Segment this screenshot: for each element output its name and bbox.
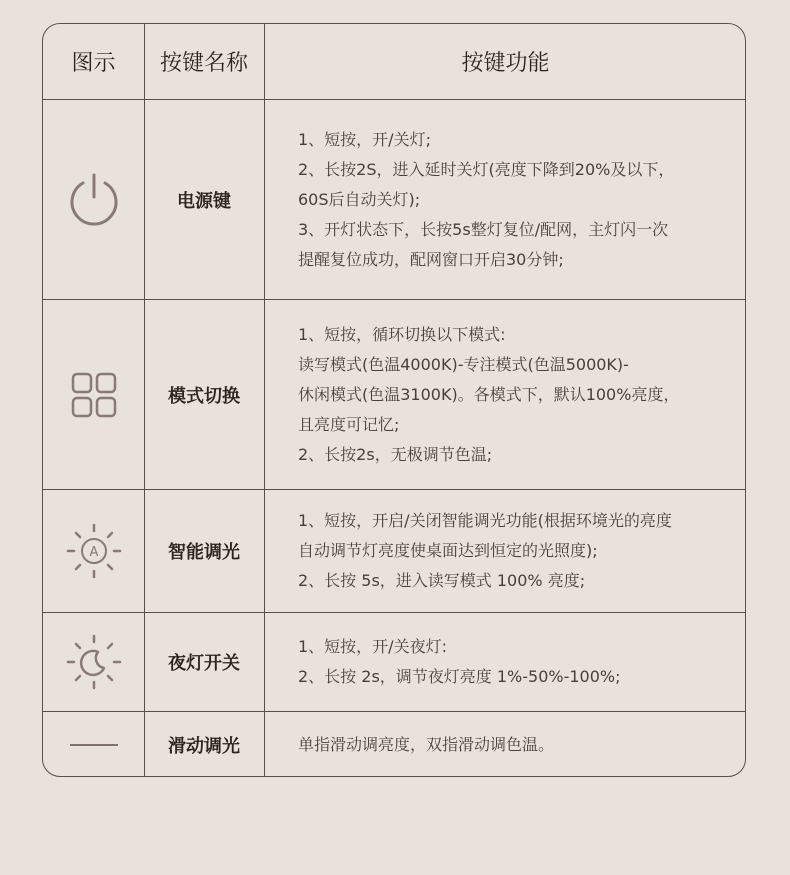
function-line: 单指滑动调亮度，双指滑动调色温。 [298,735,555,754]
key-name-slide-dimming: 滑动调光 [168,736,240,757]
key-name-smart-dimming: 智能调光 [168,542,240,563]
key-name-mode-switch: 模式切换 [168,385,240,407]
function-line: 且亮度可记忆; [298,414,400,434]
function-line: 1、短按，开/关灯; [298,129,431,149]
header-function-column: 按键功能 [461,51,550,76]
table-row-icon-cell [43,100,144,299]
key-function-slide-dimming [264,712,746,777]
grid-icon [71,372,117,418]
key-function-night-light [264,613,746,711]
moon-sun-icon [64,632,124,692]
table-row-icon-cell [43,490,144,612]
function-line: 1、短按，开/关夜灯: [298,637,447,656]
table-row-icon-cell [43,613,144,711]
function-line: 2、长按 2s，调节夜灯亮度 1%-50%-100%; [298,667,621,686]
function-line: 60S后自动关灯); [298,189,421,209]
key-name-night-light: 夜灯开关 [168,653,240,674]
function-line: 1、短按，开启/关闭智能调光功能(根据环境光的亮度 [298,511,672,530]
header-name-column: 按键名称 [159,51,248,76]
function-line: 2、长按2S，进入延时关灯(亮度下降到20%及以下， [298,159,675,179]
header-icon-column: 图示 [71,51,116,76]
key-function-smart-dimming [264,490,746,612]
key-function-mode-switch [264,300,746,489]
table-row-icon-cell [43,300,144,489]
function-line: 提醒复位成功，配网窗口开启30分钟; [298,249,564,269]
function-line: 3、开灯状态下，长按5s整灯复位/配网，主灯闪一次 [298,219,669,239]
auto-sun-letter: A [89,545,98,560]
function-line: 休闲模式(色温3100K)。各模式下，默认100%亮度， [298,384,680,404]
function-line: 读写模式(色温4000K)-专注模式(色温5000K)- [298,354,629,374]
function-line: 1、短按，循环切换以下模式: [298,324,506,344]
power-icon [68,173,120,227]
function-line: 2、长按2s，无极调节色温; [298,444,493,464]
key-name-power: 电源键 [177,190,231,212]
slider-line-icon [69,742,119,748]
function-line: 2、长按 5s，进入读写模式 100% 亮度; [298,571,586,590]
auto-sun-icon [64,521,124,581]
key-function-table [42,23,746,777]
key-function-power [264,100,746,299]
table-row-icon-cell [43,712,144,777]
function-line: 自动调节灯亮度使桌面达到恒定的光照度); [298,541,598,560]
